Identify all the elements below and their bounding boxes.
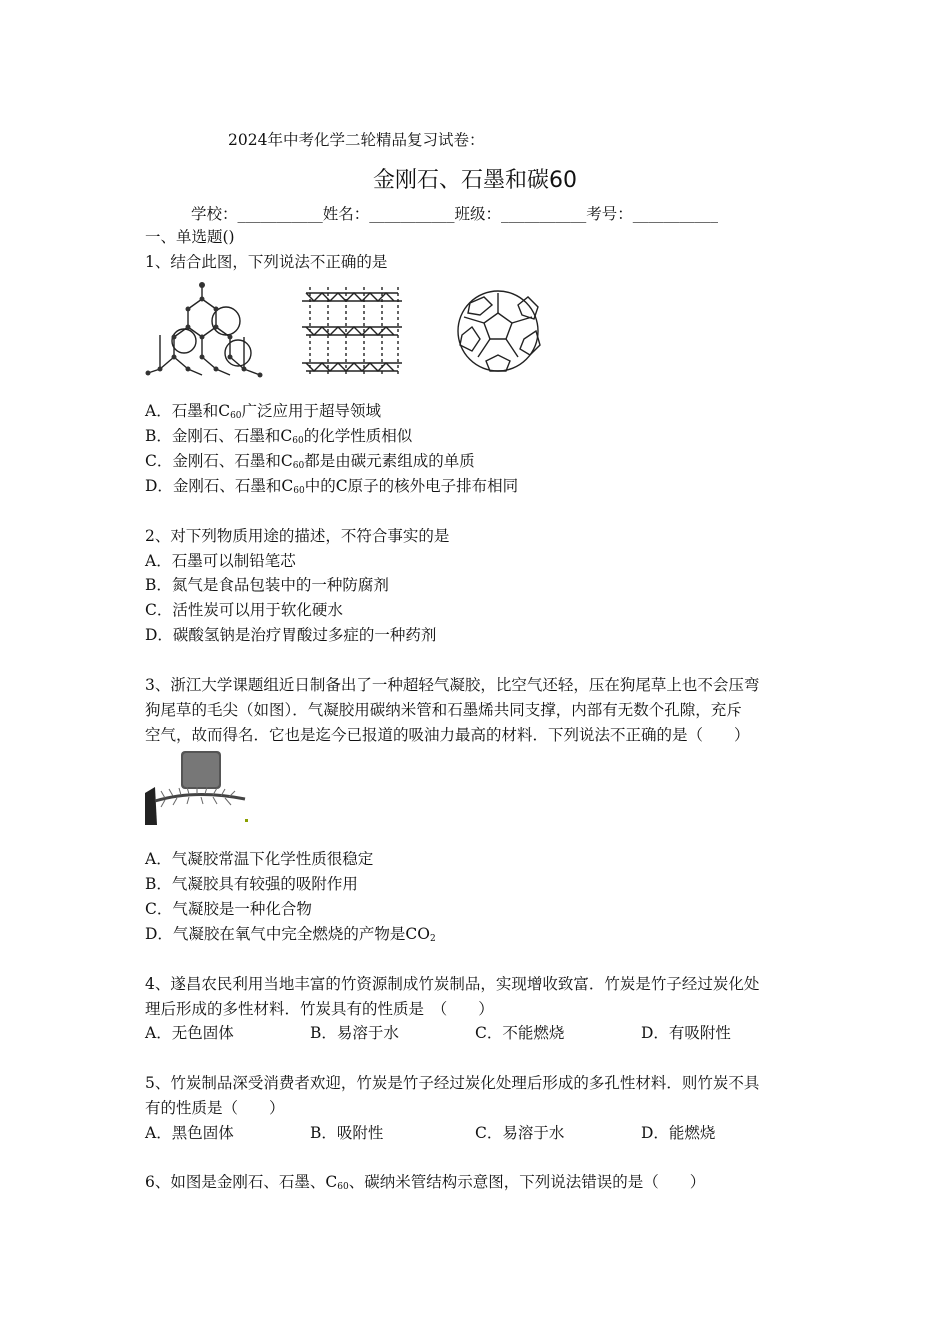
q4-stem-line-1: 4、遂昌农民利用当地丰富的竹资源制成竹炭制品，实现增收致富．竹炭是竹子经过炭化处 — [145, 975, 760, 993]
q1-option-d: D．金刚石、石墨和$C_{60}$中的C原子的核外电子排布相同 — [145, 477, 519, 496]
exam-title: 金刚石、石墨和碳60 — [373, 168, 577, 193]
q4-option-b: B．易溶于水 — [310, 1024, 399, 1042]
q2-option-a: A．石墨可以制铅笔芯 — [145, 552, 296, 570]
q1-option-b: B．金刚石、石墨和$C_{60}$的化学性质相似 — [145, 427, 413, 446]
q1-option-a: A．石墨和$C_{60}$广泛应用于超导领域 — [145, 402, 382, 421]
exam-subtitle: 2024年中考化学二轮精品复习试卷： — [228, 131, 485, 149]
q5-option-b: B．吸附性 — [310, 1124, 384, 1142]
q5-stem-line-1: 5、竹炭制品深受消费者欢迎，竹炭是竹子经过炭化处理后形成的多孔性材料．则竹炭不具 — [145, 1074, 760, 1092]
q2-stem: 2、对下列物质用途的描述，不符合事实的是 — [145, 527, 450, 545]
q6-stem: 6、如图是金刚石、石墨、$C_{60}$、碳纳米管结构示意图，下列说法错误的是（ ） — [145, 1173, 706, 1192]
graphite-structure-icon — [302, 287, 402, 375]
q5-option-a: A．黑色固体 — [145, 1124, 234, 1142]
q3-option-c: C．气凝胶是一种化合物 — [145, 900, 312, 918]
q3-option-a: A．气凝胶常温下化学性质很稳定 — [145, 850, 374, 868]
q5-option-c: C．易溶于水 — [475, 1124, 565, 1142]
q5-option-d: D．能燃烧 — [641, 1124, 716, 1142]
q3-stem-line-1: 3、浙江大学课题组近日制备出了一种超轻气凝胶，比空气还轻，压在狗尾草上也不会压弯 — [145, 676, 760, 694]
section-heading: 一、单选题() — [145, 228, 235, 246]
q3-option-d: D．气凝胶在氧气中完全燃烧的产物是$CO_2$ — [145, 925, 436, 944]
q4-option-c: C．不能燃烧 — [475, 1024, 565, 1042]
q2-option-d: D．碳酸氢钠是治疗胃酸过多症的一种药剂 — [145, 626, 437, 644]
aerogel-on-grass-photo — [145, 749, 249, 825]
c60-structure-icon — [458, 291, 540, 371]
q5-stem-line-2: 有的性质是（ ） — [145, 1099, 285, 1117]
q4-option-a: A．无色固体 — [145, 1024, 234, 1042]
q2-option-c: C．活性炭可以用于软化硬水 — [145, 601, 343, 619]
student-info-line: 学校：___________姓名：___________班级：___________考号：___________ — [191, 205, 719, 223]
q4-option-d: D．有吸附性 — [641, 1024, 731, 1042]
q3-stem-line-2: 狗尾草的毛尖（如图）．气凝胶用碳纳米管和石墨烯共同支撑，内部有无数个孔隙，充斥 — [145, 701, 742, 719]
q3-stem-line-3: 空气，故而得名．它也是迄今已报道的吸油力最高的材料．下列说法不正确的是（ ） — [145, 726, 750, 744]
carbon-structures-figure — [140, 275, 560, 387]
q3-option-b: B．气凝胶具有较强的吸附作用 — [145, 875, 358, 893]
q1-stem: 1、结合此图，下列说法不正确的是 — [145, 253, 388, 271]
q1-option-c: C．金刚石、石墨和$C_{60}$都是由碳元素组成的单质 — [145, 452, 475, 471]
q2-option-b: B．氮气是食品包装中的一种防腐剂 — [145, 576, 389, 594]
q4-stem-line-2: 理后形成的多性材料．竹炭具有的性质是 （ ） — [145, 1000, 494, 1018]
